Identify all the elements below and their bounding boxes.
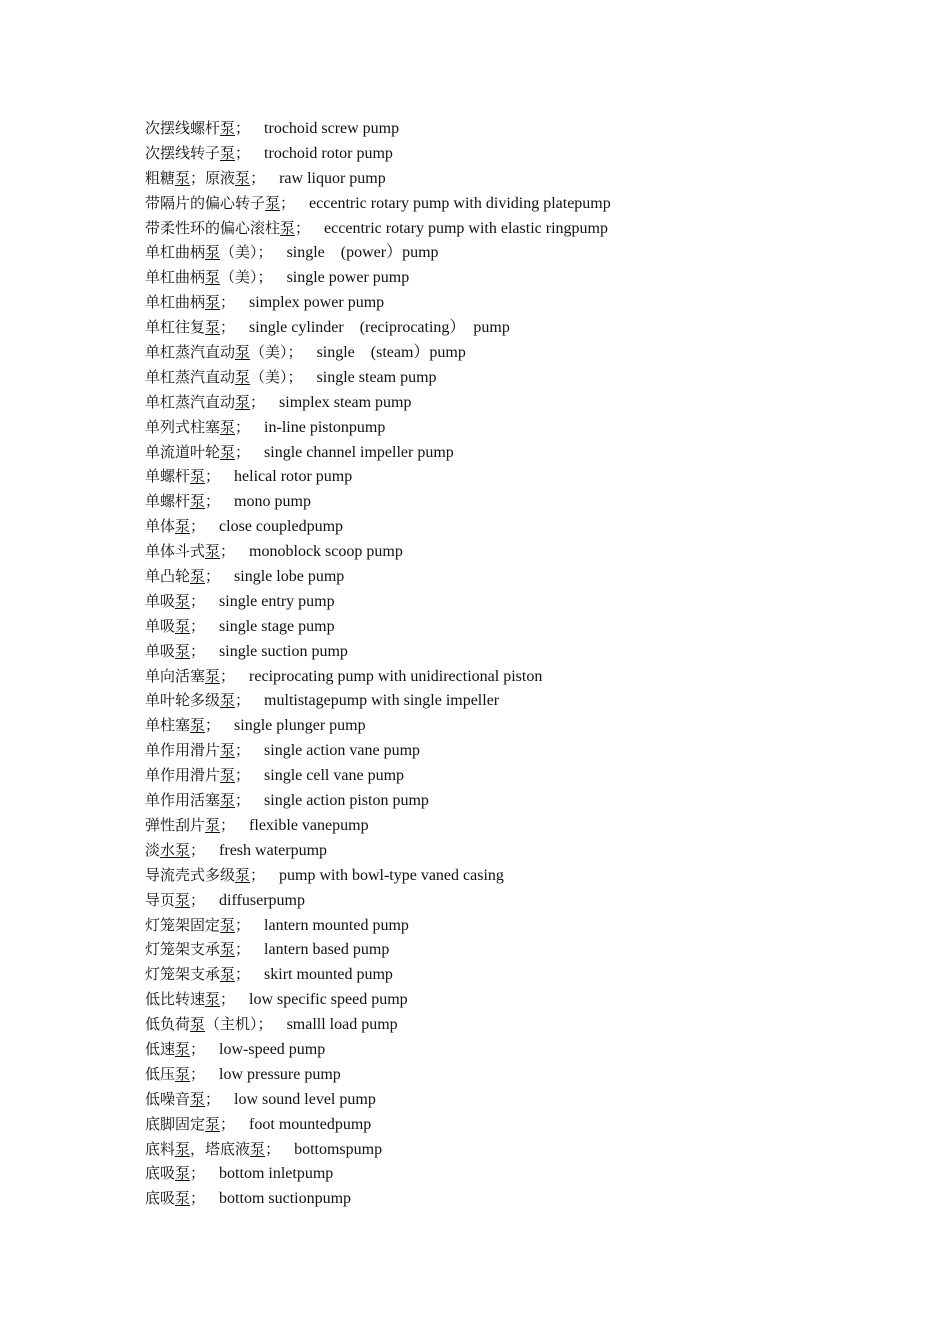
- underlined-term: 泵: [190, 567, 206, 586]
- term-text: 淡: [145, 840, 161, 859]
- separator: ；: [235, 691, 251, 710]
- separator: ；: [220, 815, 236, 834]
- term-text: 单凸轮: [145, 567, 191, 586]
- underlined-term: 泵: [235, 865, 251, 884]
- chinese-term: [145, 343, 288, 361]
- underlined-term: 泵: [190, 467, 206, 486]
- underlined-term: 泵: [220, 119, 236, 137]
- chinese-term: [145, 990, 220, 1008]
- term-text: 低压: [145, 1064, 176, 1083]
- term-text: 单柱塞: [145, 716, 191, 735]
- underlined-term: 泵: [175, 1039, 191, 1058]
- chinese-term: [145, 144, 235, 162]
- separator: ；: [190, 1064, 206, 1083]
- separator: ；: [235, 741, 251, 760]
- term-text: 低负荷: [145, 1015, 191, 1034]
- english-term: single stage pump: [219, 617, 335, 635]
- english-term: low specific speed pump: [249, 991, 408, 1009]
- chinese-term: [145, 691, 235, 709]
- chinese-term: [145, 841, 190, 859]
- term-text: 单杠曲柄: [145, 243, 206, 262]
- underlined-term: 泵: [220, 915, 236, 934]
- chinese-term: [145, 667, 220, 685]
- english-term: low pressure pump: [219, 1065, 341, 1083]
- underlined-term: 泵: [220, 143, 236, 162]
- term-text: 底吸: [145, 1189, 176, 1208]
- term-text: 单作用活塞: [145, 791, 221, 810]
- english-term: skirt mounted pump: [264, 966, 393, 984]
- separator: ；: [257, 243, 273, 262]
- english-term: single channel impeller pump: [264, 443, 454, 461]
- glossary-entry: [145, 340, 885, 365]
- chinese-term: [145, 517, 190, 535]
- english-term: single action piston pump: [264, 792, 429, 810]
- english-term: single steam pump: [316, 368, 437, 386]
- term-text: 单杠蒸汽直动: [145, 343, 236, 362]
- chinese-term: [145, 1140, 265, 1158]
- separator: ；: [220, 318, 236, 337]
- underlined-term: 泵: [175, 890, 191, 909]
- chinese-term: [145, 1040, 190, 1058]
- glossary-entry: [145, 614, 885, 639]
- underlined-term: 泵: [220, 741, 236, 760]
- chinese-term: [145, 467, 205, 485]
- separator: ；: [190, 1164, 206, 1183]
- term-text: 单作用滑片: [145, 741, 221, 760]
- separator: ；: [190, 641, 206, 660]
- term-text: 粗糖: [145, 168, 176, 187]
- underlined-term: 泵: [175, 1164, 191, 1183]
- term-text: 单杠曲柄: [145, 268, 206, 287]
- underlined-term: 泵: [235, 168, 251, 187]
- english-term: pump with bowl-type vaned casing: [279, 866, 504, 884]
- separator: ；: [205, 716, 221, 735]
- separator: ；: [205, 567, 221, 586]
- underlined-term: 泵: [190, 1015, 206, 1034]
- term-text: 单作用滑片: [145, 766, 221, 785]
- chinese-term: [145, 169, 250, 187]
- separator: ；: [250, 865, 266, 884]
- separator: ；: [257, 1015, 273, 1034]
- chinese-term: [145, 592, 190, 610]
- glossary-entry: [145, 688, 885, 713]
- chinese-term: [145, 194, 280, 212]
- term-text: 单杠蒸汽直动: [145, 367, 236, 386]
- separator: ；: [287, 343, 303, 362]
- separator: ；: [287, 367, 303, 386]
- glossary-entry: [145, 788, 885, 813]
- english-term: mono pump: [234, 493, 311, 511]
- english-term: eccentric rotary pump with elastic ringpump: [324, 219, 608, 237]
- underlined-term: 泵: [220, 940, 236, 959]
- english-term: foot mountedpump: [249, 1115, 372, 1133]
- underlined-term: 水泵: [160, 840, 191, 859]
- separator: ；: [190, 591, 206, 610]
- separator: ；: [190, 840, 206, 859]
- glossary-list: [145, 116, 885, 1211]
- separator: ；: [235, 766, 251, 785]
- chinese-term: [145, 940, 235, 958]
- glossary-entry: [145, 813, 885, 838]
- term-text: 次摆线螺杆: [145, 119, 221, 137]
- chinese-term: [145, 318, 220, 336]
- underlined-term: 泵: [205, 268, 221, 287]
- chinese-term: [145, 1065, 190, 1083]
- glossary-entry: [145, 415, 885, 440]
- glossary-entry: [145, 713, 885, 738]
- term-text: 底脚固定: [145, 1114, 206, 1133]
- glossary-entry: [145, 987, 885, 1012]
- english-term: lantern mounted pump: [264, 916, 409, 934]
- underlined-term: 泵: [175, 1064, 191, 1083]
- glossary-entry: [145, 141, 885, 166]
- underlined-term: 泵: [235, 367, 251, 386]
- chinese-term: [145, 766, 235, 784]
- separator: ；: [235, 119, 251, 137]
- underlined-term: 泵: [205, 666, 221, 685]
- glossary-entry: [145, 1137, 885, 1162]
- term-text: 单吸: [145, 591, 176, 610]
- underlined-term: 泵: [205, 293, 221, 312]
- glossary-entry: [145, 265, 885, 290]
- term-text: 导流壳式多级: [145, 865, 236, 884]
- separator: ；: [250, 392, 266, 411]
- english-term: single cylinder (reciprocating） pump: [249, 319, 510, 337]
- chinese-term: [145, 1115, 220, 1133]
- chinese-term: [145, 1090, 205, 1108]
- chinese-term: [145, 542, 220, 560]
- glossary-entry: [145, 365, 885, 390]
- english-term: smalll load pump: [286, 1016, 398, 1034]
- underlined-term: 泵: [175, 641, 191, 660]
- term-text: 单向活塞: [145, 666, 206, 685]
- separator: ；: [205, 1089, 221, 1108]
- underlined-term: 泵: [205, 243, 221, 262]
- glossary-entry: [145, 191, 885, 216]
- separator: ；: [220, 542, 236, 561]
- term-text: 次摆线转子: [145, 143, 221, 162]
- underlined-term: 泵: [205, 815, 221, 834]
- underlined-term: 泵: [190, 1089, 206, 1108]
- chinese-term: [145, 443, 235, 461]
- separator: ；: [190, 616, 206, 635]
- term-text: ；原液: [190, 168, 236, 187]
- english-term: flexible vanepump: [249, 816, 369, 834]
- glossary-entry: [145, 1037, 885, 1062]
- separator: ；: [235, 791, 251, 810]
- term-text: （美）: [220, 268, 258, 287]
- english-term: bottom suctionpump: [219, 1190, 352, 1208]
- separator: ；: [295, 218, 311, 237]
- chinese-term: [145, 617, 190, 635]
- underlined-term: 泵: [175, 1189, 191, 1208]
- glossary-entry: [145, 1186, 885, 1211]
- english-term: reciprocating pump with unidirectional piston: [249, 667, 543, 685]
- chinese-term: [145, 716, 205, 734]
- term-text: 低比转速: [145, 990, 206, 1009]
- glossary-entry: [145, 1161, 885, 1186]
- term-text: 弹性刮片: [145, 815, 206, 834]
- glossary-entry: [145, 664, 885, 689]
- separator: ；: [190, 517, 206, 536]
- english-term: monoblock scoop pump: [249, 543, 403, 561]
- separator: ；: [235, 143, 251, 162]
- glossary-entry: [145, 913, 885, 938]
- glossary-entry: [145, 763, 885, 788]
- underlined-term: 泵: [205, 318, 221, 337]
- english-term: single plunger pump: [234, 717, 366, 735]
- chinese-term: [145, 492, 205, 510]
- separator: ；: [205, 492, 221, 511]
- separator: ；: [220, 990, 236, 1009]
- term-text: 单螺杆: [145, 492, 191, 511]
- term-text: 底吸: [145, 1164, 176, 1183]
- chinese-term: [145, 866, 250, 884]
- glossary-entry: [145, 539, 885, 564]
- english-term: low sound level pump: [234, 1090, 376, 1108]
- term-text: 单列式柱塞: [145, 417, 221, 436]
- english-term: multistagepump with single impeller: [264, 692, 500, 710]
- term-text: ，塔底液: [190, 1139, 251, 1158]
- term-text: 带柔性环的偏心滚柱: [145, 218, 281, 237]
- separator: ；: [220, 1114, 236, 1133]
- glossary-entry: [145, 639, 885, 664]
- term-text: 单杠蒸汽直动: [145, 392, 236, 411]
- english-term: single power pump: [286, 269, 410, 287]
- separator: ；: [190, 1039, 206, 1058]
- separator: ；: [235, 965, 251, 984]
- glossary-entry: [145, 489, 885, 514]
- chinese-term: [145, 268, 258, 286]
- separator: ；: [190, 1189, 206, 1208]
- underlined-term: 泵: [190, 716, 206, 735]
- term-text: 低噪音: [145, 1089, 191, 1108]
- underlined-term: 泵: [175, 591, 191, 610]
- term-text: （美）: [250, 367, 288, 386]
- glossary-entry: [145, 1012, 885, 1037]
- glossary-entry: [145, 962, 885, 987]
- term-text: 低速: [145, 1039, 176, 1058]
- english-term: close coupledpump: [219, 518, 344, 536]
- english-term: helical rotor pump: [234, 468, 353, 486]
- glossary-entry: [145, 888, 885, 913]
- separator: ；: [257, 268, 273, 287]
- chinese-term: [145, 642, 190, 660]
- term-text: 单螺杆: [145, 467, 191, 486]
- chinese-term: [145, 567, 205, 585]
- glossary-entry: [145, 863, 885, 888]
- glossary-entry: [145, 564, 885, 589]
- english-term: single action vane pump: [264, 742, 421, 760]
- underlined-term: 泵: [235, 392, 251, 411]
- chinese-term: [145, 891, 190, 909]
- chinese-term: [145, 1189, 190, 1207]
- english-term: trochoid screw pump: [264, 120, 400, 137]
- term-text: （美）: [250, 343, 288, 362]
- underlined-term: 泵: [205, 990, 221, 1009]
- chinese-term: [145, 965, 235, 983]
- term-text: 灯笼架支承: [145, 940, 221, 959]
- english-term: trochoid rotor pump: [264, 144, 393, 162]
- glossary-entry: [145, 937, 885, 962]
- english-term: single (steam）pump: [316, 344, 466, 362]
- chinese-term: [145, 418, 235, 436]
- chinese-term: [145, 219, 295, 237]
- separator: ；: [190, 890, 206, 909]
- glossary-entry: [145, 589, 885, 614]
- english-term: bottom inletpump: [219, 1165, 334, 1183]
- underlined-term: 泵: [220, 442, 236, 461]
- term-text: 单杠曲柄: [145, 293, 206, 312]
- term-text: 单体斗式: [145, 542, 206, 561]
- underlined-term: 泵: [220, 791, 236, 810]
- english-term: in-line pistonpump: [264, 418, 386, 436]
- term-text: 带隔片的偏心转子: [145, 193, 266, 212]
- english-term: single lobe pump: [234, 568, 345, 586]
- glossary-entry: [145, 514, 885, 539]
- glossary-entry: [145, 738, 885, 763]
- glossary-entry: [145, 838, 885, 863]
- english-term: fresh waterpump: [219, 841, 328, 859]
- underlined-term: 泵: [265, 193, 281, 212]
- glossary-entry: [145, 216, 885, 241]
- separator: ；: [280, 193, 296, 212]
- english-term: single (power）pump: [286, 244, 439, 262]
- glossary-entry: [145, 166, 885, 191]
- underlined-term: 泵: [175, 616, 191, 635]
- chinese-term: [145, 1015, 258, 1033]
- chinese-term: [145, 393, 250, 411]
- english-term: simplex steam pump: [279, 393, 412, 411]
- separator: ；: [205, 467, 221, 486]
- english-term: eccentric rotary pump with dividing platepump: [309, 194, 611, 212]
- underlined-term: 泵: [175, 1139, 191, 1158]
- chinese-term: [145, 816, 220, 834]
- term-text: 单杠往复: [145, 318, 206, 337]
- underlined-term: 泵: [220, 417, 236, 436]
- glossary-entry: [145, 440, 885, 465]
- glossary-entry: [145, 315, 885, 340]
- chinese-term: [145, 243, 258, 261]
- underlined-term: 泵: [190, 492, 206, 511]
- english-term: diffuserpump: [219, 891, 305, 909]
- underlined-term: 泵: [235, 343, 251, 362]
- underlined-term: 泵: [175, 517, 191, 536]
- english-term: single suction pump: [219, 642, 348, 660]
- underlined-term: 泵: [205, 542, 221, 561]
- separator: ；: [220, 293, 236, 312]
- glossary-entry: [145, 390, 885, 415]
- english-term: single entry pump: [219, 592, 335, 610]
- underlined-term: 泵: [205, 1114, 221, 1133]
- glossary-entry: [145, 464, 885, 489]
- glossary-entry: [145, 116, 885, 141]
- term-text: 导页: [145, 890, 176, 909]
- english-term: raw liquor pump: [279, 169, 386, 187]
- underlined-term: 泵: [280, 218, 296, 237]
- term-text: 底料: [145, 1139, 176, 1158]
- chinese-term: [145, 293, 220, 311]
- term-text: 单吸: [145, 641, 176, 660]
- underlined-term: 泵: [175, 168, 191, 187]
- separator: ；: [235, 915, 251, 934]
- separator: ；: [220, 666, 236, 685]
- underlined-term: 泵: [220, 965, 236, 984]
- separator: ；: [235, 442, 251, 461]
- term-text: （美）: [220, 243, 258, 262]
- term-text: 灯笼架支承: [145, 965, 221, 984]
- underlined-term: 泵: [220, 691, 236, 710]
- chinese-term: [145, 741, 235, 759]
- chinese-term: [145, 1164, 190, 1182]
- term-text: 单吸: [145, 616, 176, 635]
- glossary-entry: [145, 1087, 885, 1112]
- chinese-term: [145, 368, 288, 386]
- chinese-term: [145, 916, 235, 934]
- english-term: bottomspump: [294, 1140, 383, 1158]
- english-term: single cell vane pump: [264, 767, 405, 785]
- underlined-term: 泵: [220, 766, 236, 785]
- chinese-term: [145, 119, 235, 137]
- term-text: （主机）: [205, 1015, 258, 1034]
- glossary-entry: [145, 290, 885, 315]
- english-term: simplex power pump: [249, 294, 385, 312]
- separator: ；: [265, 1139, 281, 1158]
- underlined-term: 泵: [250, 1139, 266, 1158]
- separator: ；: [250, 168, 266, 187]
- separator: ；: [235, 417, 251, 436]
- glossary-entry: [145, 1062, 885, 1087]
- english-term: low-speed pump: [219, 1040, 326, 1058]
- term-text: 单体: [145, 517, 176, 536]
- glossary-entry: [145, 240, 885, 265]
- separator: ；: [235, 940, 251, 959]
- chinese-term: [145, 791, 235, 809]
- english-term: lantern based pump: [264, 941, 390, 959]
- term-text: 灯笼架固定: [145, 915, 221, 934]
- term-text: 单流道叶轮: [145, 442, 221, 461]
- term-text: 单叶轮多级: [145, 691, 221, 710]
- glossary-entry: [145, 1112, 885, 1137]
